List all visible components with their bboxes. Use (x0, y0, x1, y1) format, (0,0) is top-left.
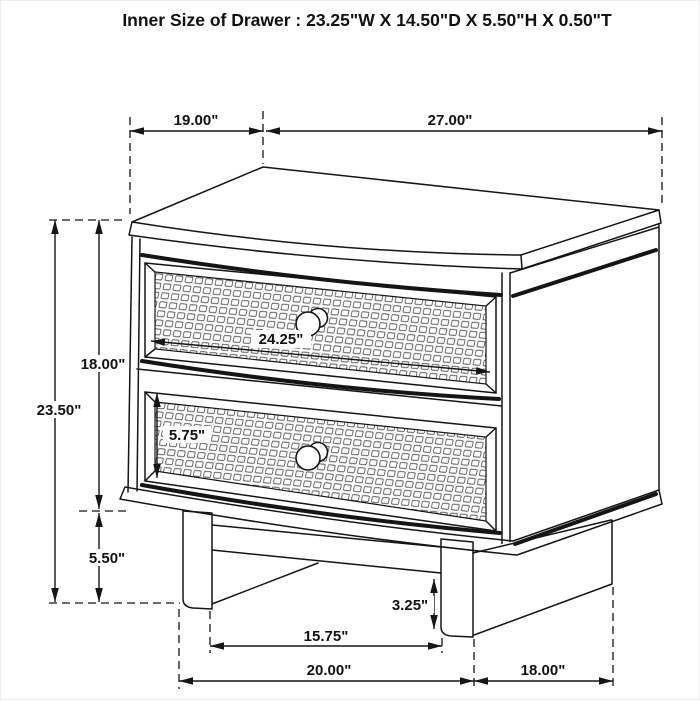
dim-label-leg-exposed: 3.25" (391, 597, 429, 614)
dim-label-top-right: 27.00" (427, 112, 473, 129)
dim-label-carcass-height: 18.00" (80, 356, 126, 373)
front-left-leg (183, 511, 212, 609)
drawing-title: Inner Size of Drawer : 23.25"W X 14.50"D X 5.50"H X 0.50"T (122, 10, 612, 30)
dim-label-legs-outer: 20.00" (306, 662, 352, 679)
nightstand-body (115, 167, 662, 637)
dim-label-drawer-face: 5.75" (168, 427, 206, 444)
front-right-leg (441, 539, 473, 637)
dim-label-top-left: 19.00" (173, 112, 219, 129)
base-back-rail-bottom (212, 550, 441, 573)
dim-label-base-height: 5.50" (88, 550, 126, 567)
nightstand-technical-drawing (1, 1, 700, 701)
dim-label-drawer-width: 24.25" (258, 331, 304, 348)
dim-label-base-depth: 18.00" (520, 662, 566, 679)
dim-label-overall-height: 23.50" (36, 402, 82, 419)
dim-label-legs-inner: 15.75" (303, 628, 349, 645)
base-cross-stretcher (212, 563, 318, 604)
